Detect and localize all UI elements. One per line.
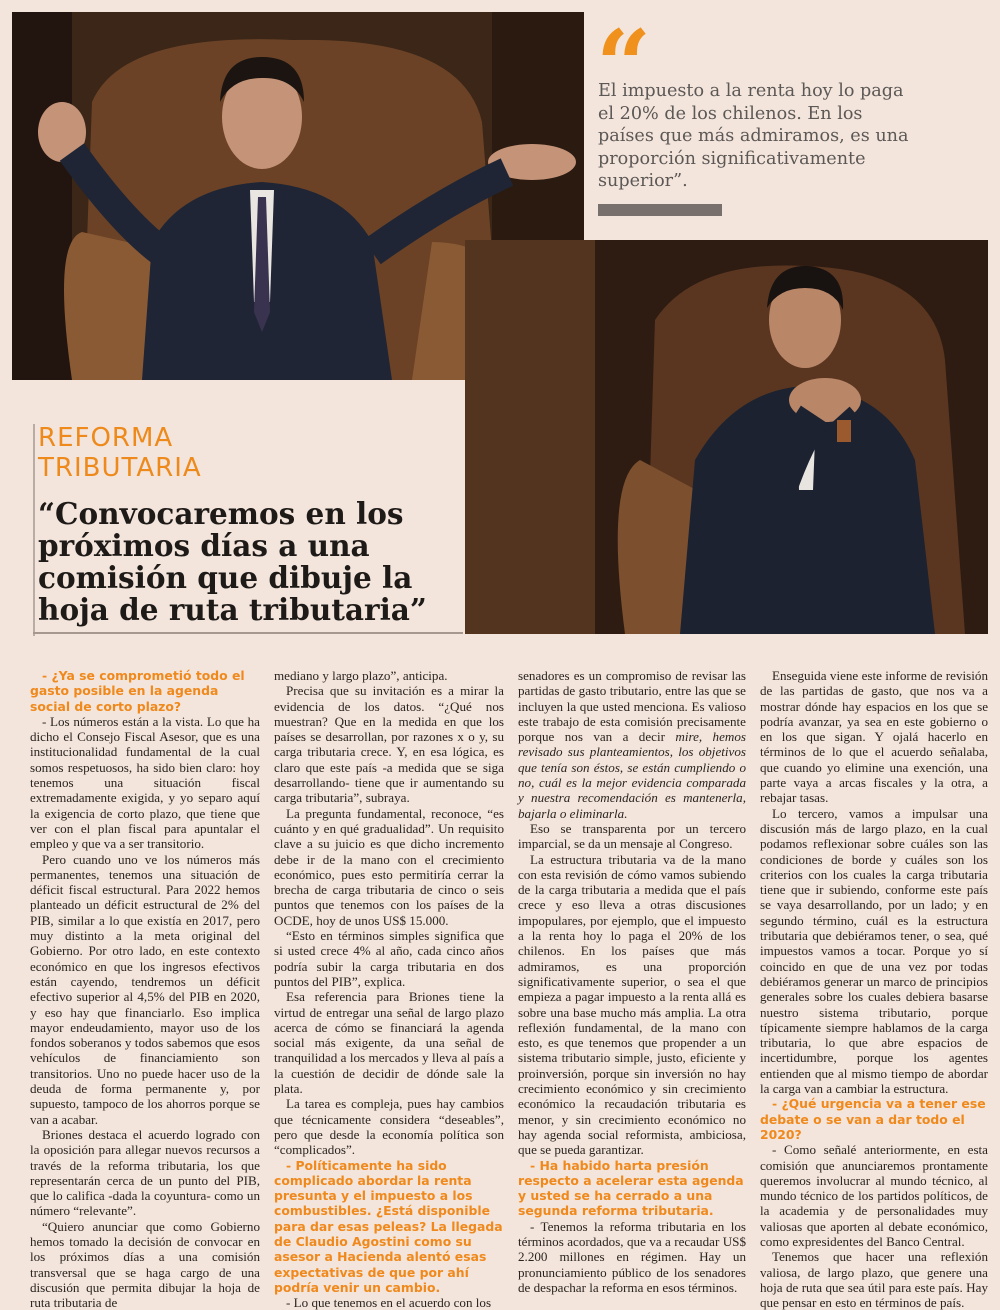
photo-man-hands-clasped (465, 240, 988, 634)
article-paragraph: Eso se transparenta por un tercero imparcial, se da un mensaje al Congreso. (518, 820, 746, 852)
article-column-1 (30, 668, 260, 1310)
interview-question: - ¿Ya se comprometió todo el gasto posible en la agenda social de corto plazo? (30, 668, 245, 714)
article-paragraph: La pregunta fundamental, reconoce, “es cuánto y en qué gradualidad”. Un requisito clave a su juicio es que dicho incremento debe ir de la mano con el crecimiento económico, pues esto permitiría cerrar la brecha de carga tributaria de cinco o seis puntos que tenemos con los países de la OCDE, hoy de unos US$ 15.000. (274, 805, 504, 928)
article-paragraph: Enseguida viene este informe de revisión de las partidas de gasto, que nos va a mostrar dónde hay espacios en los que se podría avanzar, ya sea en este gobierno o en los que sigan. Y ojalá hacerlo en términos de lo que el acuerdo señalaba, que cuando yo elimine una exención, una parte vaya a arcas fiscales y la otra, a rebajar tasas. (760, 668, 988, 806)
article-paragraph: Pero cuando uno ve los números más permanentes, tenemos una situación de déficit fiscal estructural. Para 2022 hemos planteado un déficit estructural de 2% del PIB, similar a lo que existía en 2017, pero muy distinto a la meta original del Gobierno. Por otro lado, en este contexto económico en que los ingresos efectivos están cayendo, tendremos un déficit efectivo superior al 4,5% del PIB en 2020, y eso hay que financiarlo. Eso implica mayor endeudamiento, mayor uso de los fondos soberanos y todos sabemos que esos vehículos de financiamiento son transitorios. Uno no puede hacer uso de la deuda de forma permanente y, por supuesto, tampoco de los ahorros porque se van a acabar. (30, 851, 260, 1127)
headline-underline (33, 632, 463, 634)
article-column-4 (760, 668, 988, 1310)
section-vertical-rule (33, 424, 35, 636)
armchair-illustration-2 (465, 240, 988, 634)
interview-question: - Ha habido harta presión respecto a acelerar esta agenda y usted se ha cerrado a una segunda reforma tributaria. (518, 1157, 744, 1219)
article-paragraph: Precisa que su invitación es a mirar la evidencia de los datos. “¿Qué nos muestran? Que en la medida en que los países se desarrollan, por razones x o y, su carga tributaria crece. Y, en esa lógica, es claro que este país -a medida que se siga desarrollando- tiene que ir aumentando su carga tributaria”, subraya. (274, 683, 504, 806)
article-column-3 (518, 668, 746, 1295)
article-paragraph: “Esto en términos simples significa que si usted crece 4% al año, cada cinco años podría subir la carga tributaria en dos puntos del PIB”, explica. (274, 928, 504, 989)
quote-bar (598, 204, 722, 216)
article-paragraph: - Los números están a la vista. Lo que ha dicho el Consejo Fiscal Asesor, que es una institucionalidad fundamental de la cual somos respetuosos, ha sido bien claro: hoy tenemos una situación fiscal extremadamente exigida, y yo separo aquí la exigencia de corto plazo, que tiene que ver con el plan fiscal para apuntalar el empleo y que va a ser transitorio. (30, 713, 260, 852)
article-paragraph: La estructura tributaria va de la mano con esta revisión de cómo vamos subiendo de la carga tributaria a medida que el país crece y eso lleva a otras discusiones impopulares, por ejemplo, que el impuesto a la renta hoy lo paga el 20% de los chilenos. En los países que más admiramos, es una proporción significativamente superior, o sea el que empieza a pagar impuesto a la renta allá es sobre una base mucho más amplia. La otra reflexión fundamental, de la mano con esto, es que tenemos que propender a un sistema tributario simple, justo, eficiente y proinversión, porque sin inversión no hay crecimiento económico y sin crecimiento económico la recaudación tributaria es menor, y sin crecimiento económico no hay agenda social reformista, ambiciosa, que se pueda garantizar. (518, 851, 746, 1158)
article-paragraph: Esa referencia para Briones tiene la virtud de entregar una señal de largo plazo acerca de cómo se financiará la agenda social más exigente, da una señal de tranquilidad a los mercados y lleva al país a la cuestión de decidir de dónde sale la plata. (274, 989, 504, 1097)
quote-mark: “ (596, 9, 652, 122)
section-label-line2: TRIBUTARIA (38, 453, 202, 483)
article-paragraph: mediano y largo plazo”, anticipa. (274, 668, 448, 683)
article-paragraph: - Tenemos la reforma tributaria en los términos acordados, que va a recaudar US$ 2.200 millones en régimen. Hay un pronunciamiento público de los senadores de despachar la reforma en esos términos. (518, 1218, 746, 1295)
article-paragraph: Tenemos que hacer una reflexión valiosa, de largo plazo, que genere una hoja de ruta que sea útil para este país. Hay que pensar en esto en términos de país. (760, 1249, 988, 1310)
interview-question: - Políticamente ha sido complicado abordar la renta presunta y el impuesto a los combustibles. ¿Está disponible para dar esas peleas? La llegada de Claudio Agostini como su asesor a Hacienda alentó esas expectativas de que por ahí podría venir un cambio. (274, 1157, 503, 1295)
article-paragraph: - Como señalé anteriormente, en esta comisión que anunciaremos prontamente queremos involucrar al mundo técnico, al mundo técnico de los partidos políticos, de la academia y de personalidades muy valiosas que aporten al debate económico, como expresidentes del Banco Central. (760, 1142, 988, 1249)
article-paragraph: senadores es un compromiso de revisar las partidas de gasto tributario, entre las que se incluyen la que usted menciona. Es valioso este trabajo de esta comisión precisamente porque nos van a decir mire, hemos revisado sus planteamientos, los objetivos que tenía son éstos, se están cumpliendo o no, cuál es la mejor evidencia comparada y nuestra recomendación es mantenerla, bajarla o eliminarla. (518, 668, 747, 821)
article-paragraph: La tarea es compleja, pues hay cambios que técnicamente considera “deseables”, pero que desde la economía política son “complicados”. (274, 1096, 504, 1158)
article-column-2 (274, 668, 504, 1310)
interview-question: - ¿Qué urgencia va a tener ese debate o se van a dar todo el 2020? (760, 1096, 986, 1142)
article-paragraph: - Lo que tenemos en el acuerdo con los (286, 1295, 492, 1310)
article-paragraph: Briones destaca el acuerdo logrado con la oposición para allegar nuevos recursos a través de la reforma tributaria, los que representarán cerca de un punto del PIB, que lo califica -dada la coyuntura- como un número “relevante”. (30, 1126, 260, 1219)
article-paragraph: “Quiero anunciar que como Gobierno hemos tomado la decisión de convocar en los próximos días a una comisión transversal que se haga cargo de una discusión que permita dibujar la hoja de ruta tributaria de (30, 1218, 260, 1310)
section-label (38, 423, 202, 483)
article-paragraph: Lo tercero, vamos a impulsar una discusión más de largo plazo, en la cual podamos reflexionar sobre cuáles son las condiciones de borde y cuáles son los criterios con los cuales la carga tributaria tiene que ir subiendo, conforme este país se vaya desarrollando, por un lado; y en segundo término, cuál es la estructura tributaria que debiéramos tener, o sea, qué impuestos vamos a tocar. Porque yo sí coincido en que de una vez por todas debiéramos generar un marco de principios generales sobre los cuales debiera basarse nuestro sistema tributario, porque típicamente siempre hablamos de la carga tributaria, lo que abre espacios de incertidumbre, porque los agentes entienden que al mismo tiempo de abordar la carga van a cambiar la estructura. (760, 805, 988, 1097)
section-label-line1: REFORMA (38, 423, 174, 453)
pull-quote: El impuesto a la renta hoy lo paga el 20% de los chilenos. En los países que más admiramos, es una proporción significativamente superior”. (598, 81, 909, 192)
article-italic-text: mire, hemos revisado sus planteamientos, los objetivos que tenía son éstos, se están cumpliendo o no, cuál es la mejor evidencia comparada y nuestra recomendación es mantenerla, bajarla o eliminarla. (518, 729, 747, 821)
headline: “Convocaremos en los próximos días a una comisión que dibuje la hoja de ruta tributaria” (38, 496, 427, 627)
